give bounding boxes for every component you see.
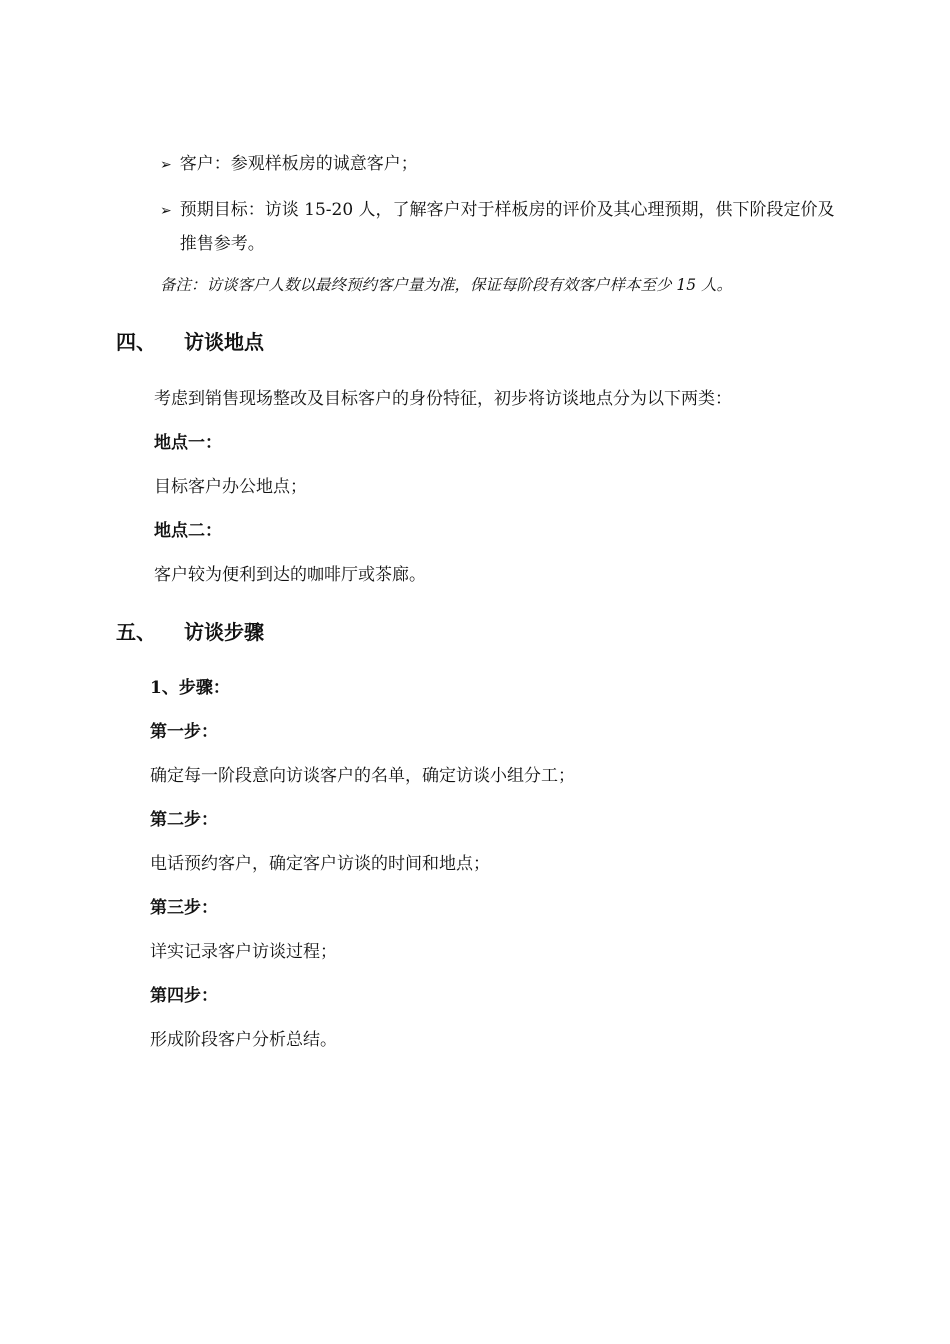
section4-heading (116, 328, 264, 356)
arrow-bullet-icon: ➢ (160, 203, 172, 219)
bullet-customer (160, 152, 418, 177)
section5-number: 五、 (116, 620, 156, 644)
step-label: 第一步： (150, 722, 218, 742)
note-text: 备注：访谈客户人数以最终预约客户量为准，保证每阶段有效客户样本至少 15 人。 (160, 276, 733, 294)
section4-intro: 考虑到销售现场整改及目标客户的身份特征，初步将访谈地点分为以下两类： (154, 389, 732, 409)
bullet-target-text: 预期目标：访谈 15-20 人，了解客户对于样板房的评价及其心理预期，供下阶段定价及推售参考。 (179, 200, 835, 254)
arrow-bullet-icon: ➢ (160, 157, 172, 173)
step-text: 电话预约客户，确定客户访谈的时间和地点； (150, 854, 490, 874)
bullet-customer-text: 客户：参观样板房的诚意客户； (179, 154, 418, 174)
location2-label: 地点二： (154, 521, 222, 541)
section5-heading (116, 618, 264, 646)
step-text: 确定每一阶段意向访谈客户的名单，确定访谈小组分工； (150, 766, 575, 786)
section4-title: 访谈地点 (184, 330, 264, 354)
step-text: 详实记录客户访谈过程； (150, 942, 337, 962)
step-text: 形成阶段客户分析总结。 (150, 1030, 337, 1050)
step-label: 第二步： (150, 810, 218, 830)
section4-number: 四、 (116, 330, 156, 354)
location2-text: 客户较为便利到达的咖啡厅或茶廊。 (154, 565, 426, 585)
location1-label: 地点一： (154, 433, 222, 453)
steps-subheading: 1、步骤： (150, 678, 230, 698)
step-label: 第四步： (150, 986, 218, 1006)
bullet-target (160, 193, 840, 261)
section5-title: 访谈步骤 (184, 620, 264, 644)
step-label: 第三步： (150, 898, 218, 918)
location1-text: 目标客户办公地点； (154, 477, 307, 497)
